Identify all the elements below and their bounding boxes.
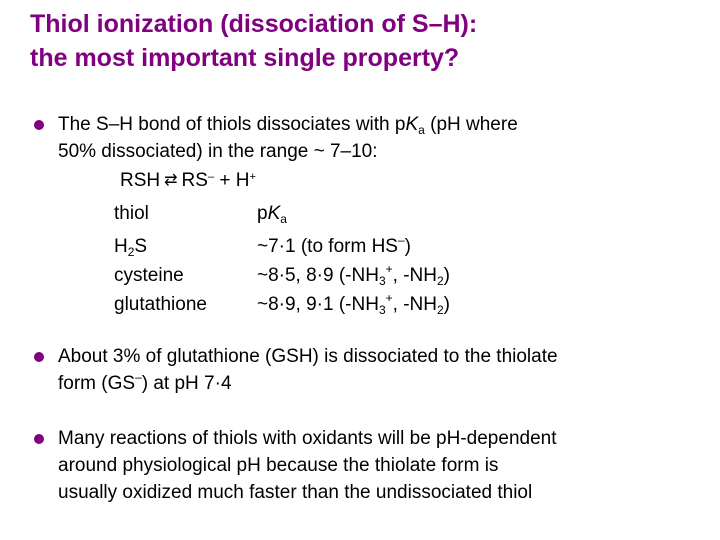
bullet-1 [34, 111, 704, 165]
bullet-2-line-2: form (GS–) at pH 7·4 [58, 370, 232, 394]
bullet-1-text [58, 111, 704, 165]
bullet-3-line-3: usually oxidized much faster than the undissociated thiol [58, 482, 533, 503]
table-cell-thiol: $H_2S$ [114, 236, 148, 259]
bullet-dot-icon [34, 434, 44, 444]
table-cell-pka: ~8·5, 8·9 ($-NH_3^+$, $-NH_2$) [257, 262, 450, 288]
table-cell-thiol: cysteine [114, 265, 184, 286]
bullet-2 [34, 343, 704, 397]
bullet-1-line-2: 50% dissociated) in the range ~ 7–10: [58, 141, 378, 162]
equation-right: RS [181, 170, 208, 191]
equation-left: RSH [120, 170, 161, 191]
bullet-3 [34, 425, 704, 506]
bullet-3-text [58, 425, 704, 506]
title-line-1: Thiol ionization (dissociation of S–H): [30, 10, 478, 38]
bullet-dot-icon [34, 352, 44, 362]
bullet-2-line-1: About 3% of glutathione (GSH) is dissociated to the thiolate [58, 346, 558, 367]
title-line-2: the most important single property? [30, 44, 460, 72]
bullet-1-line-1: The S–H bond of thiols dissociates with $pK_a$ (pH where [58, 114, 518, 137]
bullet-3-line-1: Many reactions of thiols with oxidants will be pH-dependent [58, 428, 557, 449]
bullet-dot-icon [34, 120, 44, 130]
equilibrium-arrows-icon: ⇄ [164, 172, 178, 189]
slide-title [30, 7, 700, 75]
ionization-equation: RSH ⇄ RS– + H+ [120, 167, 256, 194]
table-cell-pka: ~8·9, 9·1 ($-NH_3^+$, $-NH_2$) [257, 291, 450, 317]
table-cell-thiol: glutathione [114, 294, 207, 315]
table-cell-pka: ~7·1 (to form HS–) [257, 233, 411, 257]
table-header-thiol: thiol [114, 203, 149, 224]
table-header-pka: $pK_a$ [257, 203, 287, 226]
bullet-2-text [58, 343, 704, 397]
bullet-3-line-2: around physiological pH because the thiolate form is [58, 455, 499, 476]
